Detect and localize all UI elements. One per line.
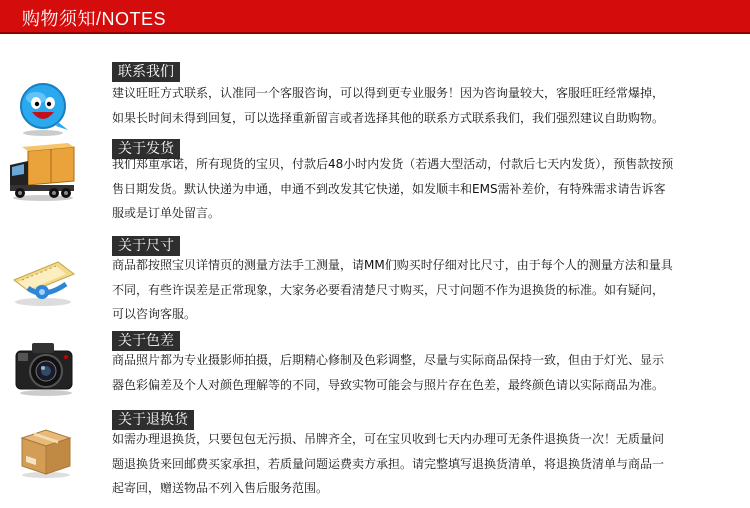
body-line: 商品照片都为专业摄影师拍摄，后期精心修制及色彩调整，尽量与实际商品保持一致，但由于灯光、显示 (112, 353, 665, 367)
body-line: 如需办理退换货，只要包包无污损、吊牌齐全，可在宝贝收到七天内办理可无条件退换货一次！无质量问 (112, 432, 665, 446)
section-body-size (112, 253, 727, 327)
body-line: 题退换货来回邮费买家承担，若质量问题运费卖方承担。请完整填写退换货清单，将退换货清单与商品一 (112, 456, 665, 471)
ruler-measure-icon (8, 250, 78, 310)
cardboard-box-icon (8, 420, 78, 480)
notes-header (0, 0, 750, 34)
camera-icon (8, 337, 78, 397)
body-line: 如果长时间未得到回复，可以选择重新留言或者选择其他的联系方式联系我们，我们强烈建议自助购物。 (112, 110, 665, 125)
section-body-returns (112, 427, 727, 501)
body-line: 器色彩偏差及个人对颜色理解等的不同，导致实物可能会与照片存在色差，最终颜色请以实际商品为准。 (112, 377, 665, 392)
section-body-color (112, 348, 727, 397)
body-line: 可以咨询客服。 (112, 307, 197, 321)
body-line: 售日期发货。默认快递为申通，申通不到改发其它快递，如发顺丰和EMS需补差价，有特殊需求请告诉客 (112, 181, 666, 196)
header-title: 购物须知/NOTES (22, 9, 167, 29)
delivery-truck-icon (8, 143, 78, 203)
body-line: 建议旺旺方式联系，认准同一个客服咨询，可以得到更专业服务！因为咨询量较大，客服旺旺经常爆掉， (112, 86, 665, 100)
section-body-contact (112, 81, 727, 130)
section-title-size: 关于尺寸 (112, 236, 180, 256)
section-title-color: 关于色差 (112, 331, 180, 351)
body-line: 服或是订单处留言。 (112, 206, 221, 220)
body-line: 商品都按照宝贝详情页的测量方法手工测量，请MM们购买时仔细对比尺寸，由于每个人的测量方法和量具 (112, 258, 673, 272)
body-line: 我们郑重承诺，所有现货的宝贝，付款后48小时内发货（若遇大型活动，付款后七天内发货），预售款按预 (112, 157, 674, 171)
section-title-returns: 关于退换货 (112, 410, 194, 430)
smiley-chat-icon (8, 78, 78, 138)
section-title-shipping: 关于发货 (112, 139, 180, 159)
section-title-contact: 联系我们 (112, 62, 180, 82)
section-body-shipping (112, 152, 727, 226)
body-line: 起寄回，赠送物品不列入售后服务范围。 (112, 481, 329, 495)
body-line: 不同，有些许误差是正常现象，大家务必要看清楚尺寸购买，尺寸问题不作为退换货的标准。如有疑问， (112, 282, 665, 297)
